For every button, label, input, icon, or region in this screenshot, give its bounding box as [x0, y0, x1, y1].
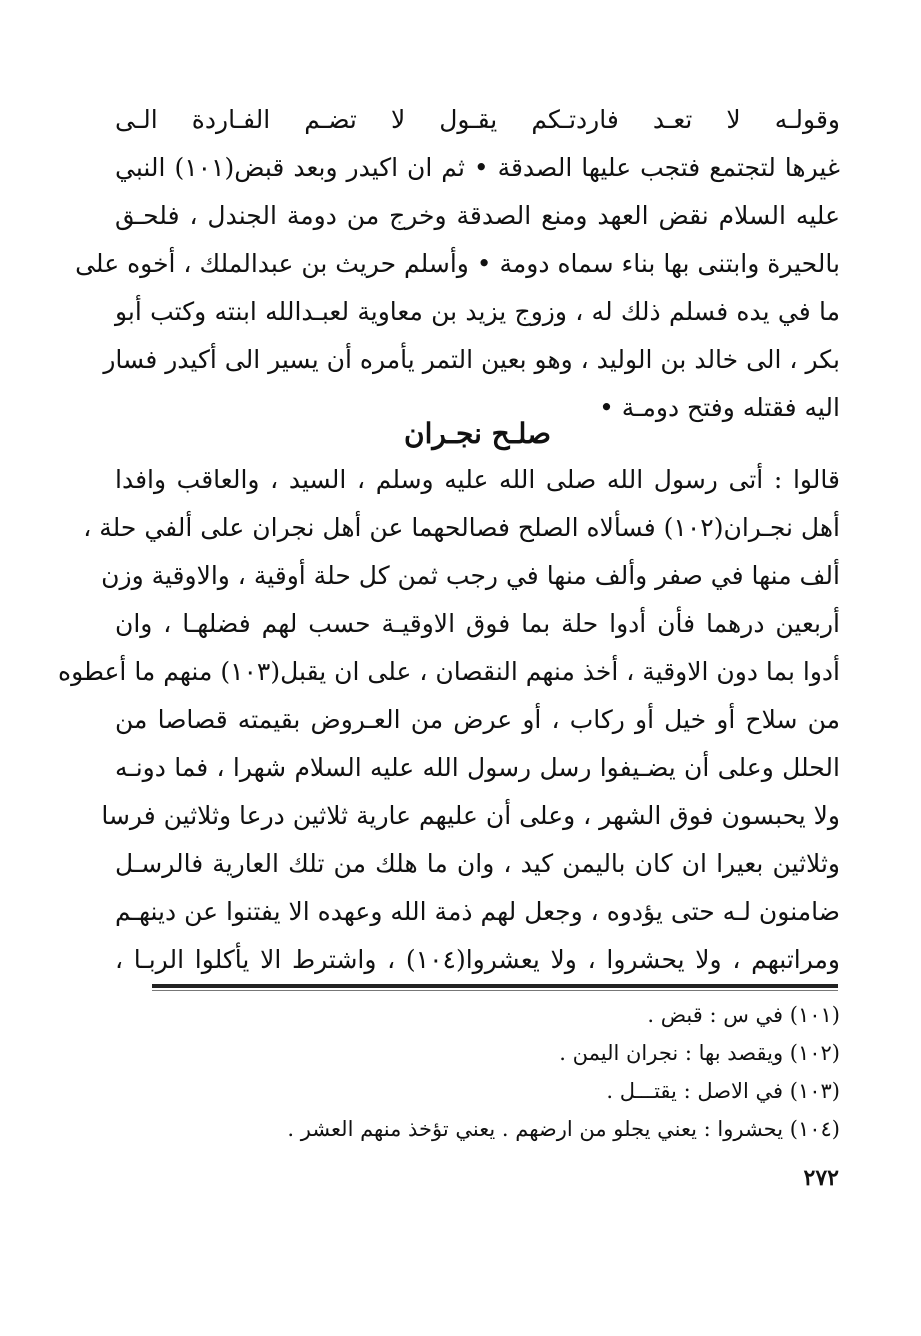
section-heading: صلـح نجـران — [404, 417, 551, 450]
text-line: قالوا : أتى رسول الله صلى الله عليه وسلم ، السيد ، والعاقب وافدا — [115, 465, 840, 494]
footnote-103: (١٠٣) في الاصل : يقتـــل . — [606, 1079, 840, 1103]
footnote-divider — [152, 984, 838, 988]
footnote-101: (١٠١) في س : قبض . — [647, 1003, 840, 1027]
text-line: ألف منها في صفر وألف منها في رجب ثمن كل حلة أوقية ، والاوقية وزن — [101, 561, 840, 590]
footnote-104: (١٠٤) يحشروا : يعني يجلو من ارضهم . يعني تؤخذ منهم العشر . — [287, 1117, 840, 1141]
footnotes — [150, 996, 840, 1148]
text-line: ومراتبهم ، ولا يحشروا ، ولا يعشروا(١٠٤) ، واشترط الا يأكلوا الربـا ، — [115, 945, 840, 974]
footnote-102: (١٠٢) ويقصد بها : نجران اليمن . — [559, 1041, 840, 1065]
text-line: الحلل وعلى أن يضـيفوا رسل رسول الله عليه السلام شهرا ، فما دونـه — [115, 753, 840, 782]
text-line: غيرها لتجتمع فتجب عليها الصدقة • ثم ان اكيدر وبعد قبض(١٠١) النبي — [115, 153, 840, 182]
paragraph-dumat-al-jandal — [75, 96, 840, 432]
text-line: بالحيرة وابتنى بها بناء سماه دومة • وأسلم حريث بن عبدالملك ، أخوه على — [75, 249, 840, 278]
text-line: عليه السلام نقض العهد ومنع الصدقة وخرج من دومة الجندل ، فلحـق — [115, 201, 840, 230]
text-line: أربعين درهما فأن أدوا حلة بما فوق الاوقيـة حسب لهم فضلهـا ، وان — [115, 609, 840, 638]
text-line: من سلاح أو خيل أو ركاب ، أو عرض من العـروض بقيمته قصاصا من — [115, 705, 840, 734]
text-line: اليه فقتله وفتح دومـة • — [599, 393, 840, 422]
text-line: ضامنون لـه حتى يؤدوه ، وجعل لهم ذمة الله وعهده الا يفتنوا عن دينهـم — [115, 897, 840, 926]
footnote-divider-thin — [152, 990, 838, 991]
text-line: أهل نجـران(١٠٢) فسألاه الصلح فصالحهما عن أهل نجران على ألفي حلة ، — [83, 513, 840, 542]
text-line: بكر ، الى خالد بن الوليد ، وهو بعين التمر يأمره أن يسير الى أكيدر فسار — [103, 345, 840, 374]
text-line: وثلاثين بعيرا ان كان باليمن كيد ، وان ما هلك من تلك العارية فالرسـل — [115, 849, 840, 878]
text-line: أدوا بما دون الاوقية ، أخذ منهم النقصان ، على ان يقبل(١٠٣) منهم ما أعطوه — [57, 657, 840, 686]
page-number: ٢٧٢ — [803, 1165, 839, 1191]
text-line: ما في يده فسلم ذلك له ، وزوج يزيد بن معاوية لعبـدالله ابنته وكتب أبو — [115, 297, 840, 326]
text-line: ولا يحبسون فوق الشهر ، وعلى أن عليهم عارية ثلاثين درعا وثلاثين فرسا — [101, 801, 840, 830]
paragraph-najran-treaty — [57, 456, 840, 984]
text-line: وقولـه لا تعـد فاردتـكم يقـول لا تضـم الفـاردة الـى — [115, 105, 840, 134]
